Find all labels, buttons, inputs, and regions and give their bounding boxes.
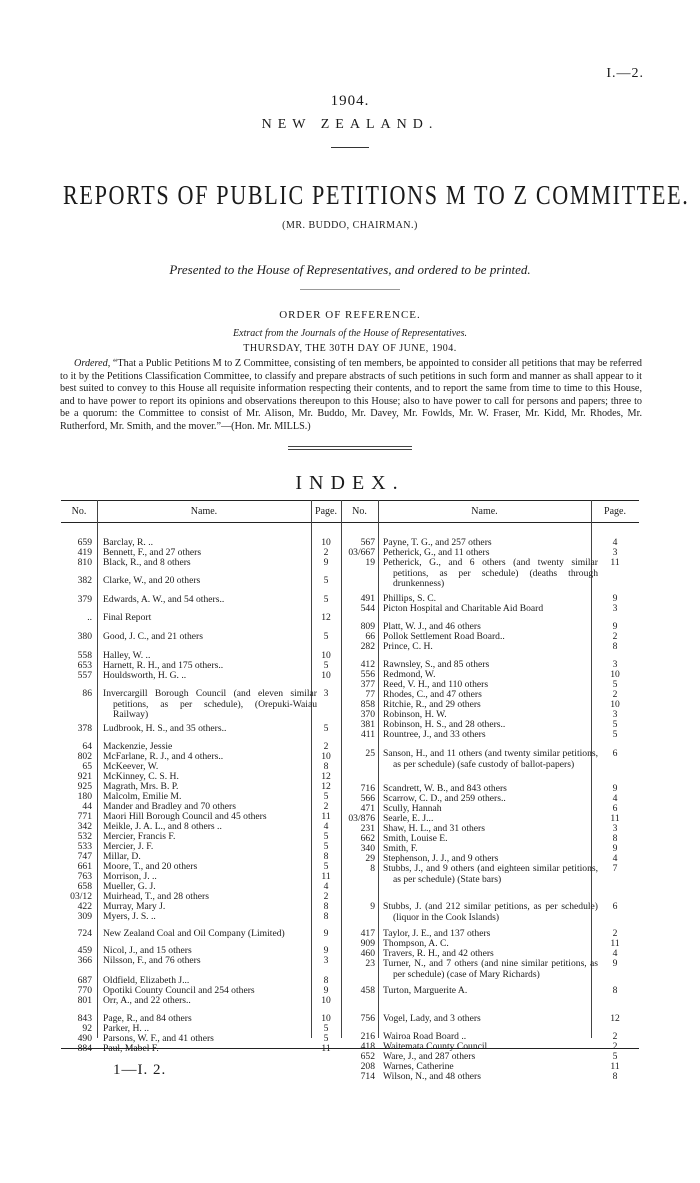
table-rule bbox=[61, 522, 639, 523]
entry-page: 8 bbox=[323, 761, 329, 772]
entry-page: 8 bbox=[612, 833, 618, 844]
header-name: Name. bbox=[471, 506, 498, 517]
divider bbox=[61, 1048, 639, 1049]
entry-number: 419 bbox=[77, 547, 92, 558]
entry-page: 4 bbox=[612, 793, 618, 804]
entry-page: 3 bbox=[612, 823, 618, 834]
entry-page: 6 bbox=[612, 803, 618, 814]
column-rule bbox=[378, 500, 379, 1038]
entry-name: Warnes, Catherine bbox=[383, 1061, 454, 1072]
entry-name: Smith, F. bbox=[383, 843, 418, 854]
entry-name: Magrath, Mrs. B. P. bbox=[103, 781, 179, 792]
entry-page: 9 bbox=[323, 928, 329, 939]
entry-name: Edwards, A. W., and 54 others.. bbox=[103, 594, 225, 605]
entry-number: 64 bbox=[82, 741, 92, 752]
entry-name: Scandrett, W. B., and 843 others bbox=[383, 783, 507, 794]
entry-page: 4 bbox=[323, 881, 329, 892]
entry-number: 658 bbox=[77, 881, 92, 892]
entry-number: 19 bbox=[365, 557, 375, 568]
entry-number: 716 bbox=[360, 783, 375, 794]
entry-name: Turner, N., and 7 others (and nine similar petitions, as per schedule) (case of Mary Richards) bbox=[383, 958, 598, 980]
entry-name: Mander and Bradley and 70 others bbox=[103, 801, 236, 812]
entry-number: 25 bbox=[365, 748, 375, 759]
entry-page: 5 bbox=[323, 723, 329, 734]
entry-page: 8 bbox=[323, 911, 329, 922]
entry-number: 03/12 bbox=[70, 891, 92, 902]
entry-name: Morrison, J. .. bbox=[103, 871, 157, 882]
entry-number: 418 bbox=[360, 1041, 375, 1052]
entry-number: 659 bbox=[77, 537, 92, 548]
entry-number: 340 bbox=[360, 843, 375, 854]
entry-number: 77 bbox=[365, 689, 375, 700]
entry-page: 3 bbox=[612, 603, 618, 614]
entry-name: Stephenson, J. J., and 9 others bbox=[383, 853, 499, 864]
entry-page: 5 bbox=[323, 1023, 329, 1034]
entry-name: Final Report bbox=[103, 612, 152, 623]
entry-number: 9 bbox=[370, 901, 375, 912]
entry-number: 208 bbox=[360, 1061, 375, 1072]
header-no: No. bbox=[352, 506, 367, 517]
entry-number: 471 bbox=[360, 803, 375, 814]
entry-name: Malcolm, Emilie M. bbox=[103, 791, 182, 802]
entry-name: Millar, D. bbox=[103, 851, 141, 862]
entry-name: Parsons, W. F., and 41 others bbox=[103, 1033, 214, 1044]
entry-number: 44 bbox=[82, 801, 92, 812]
entry-name: Nicol, J., and 15 others bbox=[103, 945, 192, 956]
entry-page: 3 bbox=[612, 659, 618, 670]
entry-page: 5 bbox=[323, 660, 329, 671]
entry-page: 11 bbox=[610, 1061, 620, 1072]
entry-page: 5 bbox=[323, 861, 329, 872]
entry-number: 65 bbox=[82, 761, 92, 772]
entry-name: Meikle, J. A. L., and 8 others .. bbox=[103, 821, 222, 832]
entry-number: 370 bbox=[360, 709, 375, 720]
entry-number: 802 bbox=[77, 751, 92, 762]
entry-page: 2 bbox=[323, 891, 329, 902]
entry-name: McKeever, W. bbox=[103, 761, 159, 772]
entry-name: Rountree, J., and 33 others bbox=[383, 729, 486, 740]
entry-number: 858 bbox=[360, 699, 375, 710]
divider bbox=[300, 289, 400, 290]
entry-page: 2 bbox=[612, 689, 618, 700]
order-heading: ORDER OF REFERENCE. bbox=[279, 309, 421, 321]
entry-number: 884 bbox=[77, 1043, 92, 1054]
entry-number: 756 bbox=[360, 1013, 375, 1024]
entry-number: 544 bbox=[360, 603, 375, 614]
entry-page: 8 bbox=[323, 851, 329, 862]
entry-name: Orr, A., and 22 others.. bbox=[103, 995, 191, 1006]
entry-number: 909 bbox=[360, 938, 375, 949]
entry-page: 9 bbox=[323, 945, 329, 956]
entry-number: 567 bbox=[360, 537, 375, 548]
header-page: Page. bbox=[604, 506, 626, 517]
entry-page: 5 bbox=[612, 679, 618, 690]
entry-name: Smith, Louise E. bbox=[383, 833, 448, 844]
header-name: Name. bbox=[190, 506, 218, 517]
entry-name: Oldfield, Elizabeth J... bbox=[103, 975, 190, 986]
entry-number: .. bbox=[87, 612, 92, 623]
entry-name: Mueller, G. J. bbox=[103, 881, 156, 892]
entry-number: 747 bbox=[77, 851, 92, 862]
entry-name: Ludbrook, H. S., and 35 others.. bbox=[103, 723, 227, 734]
entry-number: 801 bbox=[77, 995, 92, 1006]
entry-name: Wairoa Road Board .. bbox=[383, 1031, 467, 1042]
entry-name: Redmond, W. bbox=[383, 669, 436, 680]
entry-name: Reed, V. H., and 110 others bbox=[383, 679, 489, 690]
entry-number: 86 bbox=[82, 688, 92, 699]
entry-page: 3 bbox=[323, 955, 329, 966]
entry-page: 10 bbox=[321, 537, 331, 548]
entry-page: 11 bbox=[610, 813, 620, 824]
entry-number: 377 bbox=[360, 679, 375, 690]
entry-page: 8 bbox=[323, 975, 329, 986]
entry-page: 8 bbox=[612, 641, 618, 652]
entry-name: Murray, Mary J. bbox=[103, 901, 166, 912]
entry-number: 661 bbox=[77, 861, 92, 872]
entry-name: Parker, H. .. bbox=[103, 1023, 149, 1034]
entry-page: 5 bbox=[323, 791, 329, 802]
entry-page: 3 bbox=[612, 547, 618, 558]
divider bbox=[288, 449, 412, 450]
entry-page: 5 bbox=[323, 1033, 329, 1044]
entry-page: 10 bbox=[610, 699, 620, 710]
entry-number: 417 bbox=[360, 928, 375, 939]
entry-page: 2 bbox=[612, 1041, 618, 1052]
entry-page: 2 bbox=[323, 801, 329, 812]
entry-page: 12 bbox=[321, 781, 331, 792]
entry-number: 556 bbox=[360, 669, 375, 680]
header-no: No. bbox=[71, 506, 87, 517]
entry-page: 10 bbox=[321, 995, 331, 1006]
entry-name: Maori Hill Borough Council and 45 others bbox=[103, 811, 267, 822]
entry-number: 381 bbox=[360, 719, 375, 730]
entry-page: 5 bbox=[323, 831, 329, 842]
entry-page: 2 bbox=[612, 631, 618, 642]
order-body: “That a Public Petitions M to Z Committee, consisting of ten members, be appointed to consider all petitions that may be referred to it by the Petitions Classification Committee, to classify and prepare abstracts of such petitions in such form and manner as shall appear to it best suited to convey to this House all requisite information respecting their contents, and to report the same from time to time to this House, and to have power to report its opinions and observations thereupon to this House; also to have power to call for persons and papers; three to be a quorum: the Committee to consist of Mr. Alison, Mr. Buddo, Mr. Davey, Mr. Fowlds, Mr. W. Fraser, Mr. Kidd, Mr. Rhodes, Mr. Rutherford, Mr. Smith, and the mover.”—(Hon. Mr. MILLS.) bbox=[60, 358, 642, 432]
entry-number: 652 bbox=[360, 1051, 375, 1062]
entry-page: 5 bbox=[612, 719, 618, 730]
entry-name: Payne, T. G., and 257 others bbox=[383, 537, 492, 548]
entry-number: 763 bbox=[77, 871, 92, 882]
entry-name: McKinney, C. S. H. bbox=[103, 771, 179, 782]
entry-page: 11 bbox=[321, 871, 331, 882]
entry-number: 309 bbox=[77, 911, 92, 922]
entry-page: 9 bbox=[323, 985, 329, 996]
entry-name: Shaw, H. L., and 31 others bbox=[383, 823, 485, 834]
entry-page: 11 bbox=[321, 1043, 331, 1054]
entry-number: 653 bbox=[77, 660, 92, 671]
entry-page: 9 bbox=[612, 783, 618, 794]
entry-page: 5 bbox=[612, 1051, 618, 1062]
entry-name: Turton, Marguerite A. bbox=[383, 985, 468, 996]
entry-name: Good, J. C., and 21 others bbox=[103, 631, 203, 642]
entry-number: 380 bbox=[77, 631, 92, 642]
table-rule bbox=[61, 500, 639, 501]
entry-name: Page, R., and 84 others bbox=[103, 1013, 192, 1024]
entry-page: 11 bbox=[321, 811, 331, 822]
entry-number: 8 bbox=[370, 863, 375, 874]
entry-number: 459 bbox=[77, 945, 92, 956]
entry-number: 412 bbox=[360, 659, 375, 670]
entry-number: 533 bbox=[77, 841, 92, 852]
entry-name: Phillips, S. C. bbox=[383, 593, 437, 604]
entry-name: Platt, W. J., and 46 others bbox=[383, 621, 481, 632]
entry-name: Robinson, H. S., and 28 others.. bbox=[383, 719, 506, 730]
entry-number: 282 bbox=[360, 641, 375, 652]
entry-page: 8 bbox=[612, 1071, 618, 1082]
entry-name: Bennett, F., and 27 others bbox=[103, 547, 202, 558]
country: NEW ZEALAND. bbox=[261, 117, 439, 132]
entry-number: 366 bbox=[77, 955, 92, 966]
entry-name: Picton Hospital and Charitable Aid Board bbox=[383, 603, 544, 614]
entry-number: 342 bbox=[77, 821, 92, 832]
entry-name: New Zealand Coal and Oil Company (Limited) bbox=[103, 928, 285, 939]
entry-name: Mercier, J. F. bbox=[103, 841, 154, 852]
entry-name: Paul, Mabel F. bbox=[103, 1043, 159, 1054]
entry-page: 12 bbox=[321, 771, 331, 782]
entry-page: 12 bbox=[321, 612, 331, 623]
entry-page: 5 bbox=[323, 841, 329, 852]
entry-page: 11 bbox=[610, 557, 620, 568]
entry-number: 771 bbox=[77, 811, 92, 822]
entry-number: 809 bbox=[360, 621, 375, 632]
entry-name: Mercier, Francis F. bbox=[103, 831, 176, 842]
order-text bbox=[60, 358, 642, 434]
entry-number: 378 bbox=[77, 723, 92, 734]
entry-name: Halley, W. .. bbox=[103, 650, 151, 661]
entry-page: 7 bbox=[612, 863, 618, 874]
entry-number: 532 bbox=[77, 831, 92, 842]
extract-line: Extract from the Journals of the House of Representatives. bbox=[233, 328, 467, 339]
entry-page: 4 bbox=[612, 853, 618, 864]
year: 1904. bbox=[330, 93, 370, 109]
entry-number: 460 bbox=[360, 948, 375, 959]
entry-page: 2 bbox=[612, 928, 618, 939]
entry-name: Waitemata County Council bbox=[383, 1041, 488, 1052]
entry-number: 714 bbox=[360, 1071, 375, 1082]
entry-number: 66 bbox=[365, 631, 375, 642]
entry-page: 3 bbox=[323, 688, 329, 699]
order-date: THURSDAY, THE 30TH DAY OF JUNE, 1904. bbox=[243, 343, 457, 354]
entry-number: 770 bbox=[77, 985, 92, 996]
entry-page: 10 bbox=[321, 751, 331, 762]
entry-page: 6 bbox=[612, 748, 618, 759]
entry-name: Rhodes, C., and 47 others bbox=[383, 689, 482, 700]
entry-name: Stubbs, J. (and 212 similar petitions, as per schedule) (liquor in the Cook Islands) bbox=[383, 901, 598, 923]
entry-number: 379 bbox=[77, 594, 92, 605]
entry-page: 4 bbox=[612, 537, 618, 548]
entry-name: Robinson, H. W. bbox=[383, 709, 447, 720]
entry-name: Wilson, N., and 48 others bbox=[383, 1071, 481, 1082]
entry-name: Petherick, G., and 6 others (and twenty similar petitions, as per schedule) (deaths through drunkenness) bbox=[383, 557, 598, 590]
entry-name: Muirhead, T., and 28 others bbox=[103, 891, 209, 902]
entry-number: 557 bbox=[77, 670, 92, 681]
entry-page: 9 bbox=[612, 843, 618, 854]
entry-page: 8 bbox=[323, 901, 329, 912]
entry-page: 6 bbox=[612, 901, 618, 912]
entry-name: Petherick, G., and 11 others bbox=[383, 547, 490, 558]
entry-page: 10 bbox=[321, 1013, 331, 1024]
footer-signature: 1—I. 2. bbox=[113, 1062, 167, 1078]
entry-number: 03/667 bbox=[348, 547, 375, 558]
entry-number: 921 bbox=[77, 771, 92, 782]
entry-name: McFarlane, R. J., and 4 others.. bbox=[103, 751, 224, 762]
entry-page: 12 bbox=[610, 1013, 620, 1024]
entry-name: Thompson, A. C. bbox=[383, 938, 449, 949]
entry-page: 9 bbox=[612, 593, 618, 604]
entry-name: Sanson, H., and 11 others (and twenty similar petitions, as per schedule) (safe custody of ballot-papers) bbox=[383, 748, 598, 770]
entry-name: Scarrow, C. D., and 259 others.. bbox=[383, 793, 506, 804]
entry-name: Travers, R. H., and 42 others bbox=[383, 948, 494, 959]
entry-page: 4 bbox=[612, 948, 618, 959]
entry-name: Invercargill Borough Council (and eleven similar petitions, as per schedule), (Orepuki-Waiau Railway) bbox=[103, 688, 317, 721]
entry-name: Black, R., and 8 others bbox=[103, 557, 191, 568]
entry-name: Vogel, Lady, and 3 others bbox=[383, 1013, 481, 1024]
entry-name: Rawnsley, S., and 85 others bbox=[383, 659, 490, 670]
entry-name: Stubbs, J., and 9 others (and eighteen similar petitions, as per schedule) (State bars) bbox=[383, 863, 598, 885]
entry-name: Mackenzie, Jessie bbox=[103, 741, 173, 752]
entry-page: 2 bbox=[323, 547, 329, 558]
entry-name: Myers, J. S. .. bbox=[103, 911, 156, 922]
entry-name: Ware, J., and 287 others bbox=[383, 1051, 476, 1062]
page-identifier: I.—2. bbox=[606, 66, 644, 81]
entry-page: 5 bbox=[323, 631, 329, 642]
entry-page: 5 bbox=[323, 594, 329, 605]
entry-number: 491 bbox=[360, 593, 375, 604]
index-title: INDEX. bbox=[295, 472, 405, 494]
entry-number: 687 bbox=[77, 975, 92, 986]
chairman-line: (MR. BUDDO, CHAIRMAN.) bbox=[282, 220, 418, 231]
entry-name: Clarke, W., and 20 others bbox=[103, 575, 201, 586]
divider bbox=[331, 147, 369, 148]
entry-page: 9 bbox=[323, 557, 329, 568]
entry-page: 5 bbox=[323, 575, 329, 586]
header-page: Page. bbox=[315, 506, 337, 517]
entry-name: Moore, T., and 20 others bbox=[103, 861, 198, 872]
entry-name: Harnett, R. H., and 175 others.. bbox=[103, 660, 224, 671]
presented-line: Presented to the House of Representatives, and ordered to be printed. bbox=[169, 262, 531, 277]
entry-name: Pollok Settlement Road Board.. bbox=[383, 631, 505, 642]
entry-number: 180 bbox=[77, 791, 92, 802]
entry-page: 9 bbox=[612, 958, 618, 969]
entry-number: 810 bbox=[77, 557, 92, 568]
entry-name: Ritchie, R., and 29 others bbox=[383, 699, 481, 710]
entry-page: 8 bbox=[612, 985, 618, 996]
entry-page: 9 bbox=[612, 621, 618, 632]
entry-name: Opotiki County Council and 254 others bbox=[103, 985, 255, 996]
entry-number: 566 bbox=[360, 793, 375, 804]
entry-page: 4 bbox=[323, 821, 329, 832]
entry-page: 10 bbox=[610, 669, 620, 680]
entry-number: 490 bbox=[77, 1033, 92, 1044]
entry-name: Searle, E. J... bbox=[383, 813, 434, 824]
entry-page: 2 bbox=[323, 741, 329, 752]
entry-number: 03/876 bbox=[348, 813, 375, 824]
order-lead: Ordered, bbox=[74, 358, 111, 369]
entry-number: 558 bbox=[77, 650, 92, 661]
entry-number: 216 bbox=[360, 1031, 375, 1042]
entry-page: 2 bbox=[612, 1031, 618, 1042]
entry-number: 925 bbox=[77, 781, 92, 792]
entry-page: 11 bbox=[610, 938, 620, 949]
entry-page: 10 bbox=[321, 670, 331, 681]
entry-page: 3 bbox=[612, 709, 618, 720]
entry-name: Barclay, R. .. bbox=[103, 537, 153, 548]
entry-number: 422 bbox=[77, 901, 92, 912]
entry-number: 458 bbox=[360, 985, 375, 996]
column-rule bbox=[97, 500, 98, 1038]
entry-number: 382 bbox=[77, 575, 92, 586]
entry-number: 92 bbox=[82, 1023, 92, 1034]
entry-number: 411 bbox=[360, 729, 375, 740]
entry-page: 10 bbox=[321, 650, 331, 661]
entry-number: 29 bbox=[365, 853, 375, 864]
entry-number: 23 bbox=[365, 958, 375, 969]
entry-name: Nilsson, F., and 76 others bbox=[103, 955, 201, 966]
page-title: REPORTS OF PUBLIC PETITIONS M TO Z COMMITTEE. bbox=[63, 180, 690, 210]
entry-name: Taylor, J. E., and 137 others bbox=[383, 928, 491, 939]
entry-name: Scully, Hannah bbox=[383, 803, 442, 814]
divider bbox=[288, 446, 412, 447]
entry-number: 231 bbox=[360, 823, 375, 834]
entry-number: 843 bbox=[77, 1013, 92, 1024]
entry-page: 5 bbox=[612, 729, 618, 740]
entry-number: 662 bbox=[360, 833, 375, 844]
entry-name: Prince, C. H. bbox=[383, 641, 433, 652]
entry-number: 724 bbox=[77, 928, 92, 939]
entry-name: Houldsworth, H. G. .. bbox=[103, 670, 187, 681]
